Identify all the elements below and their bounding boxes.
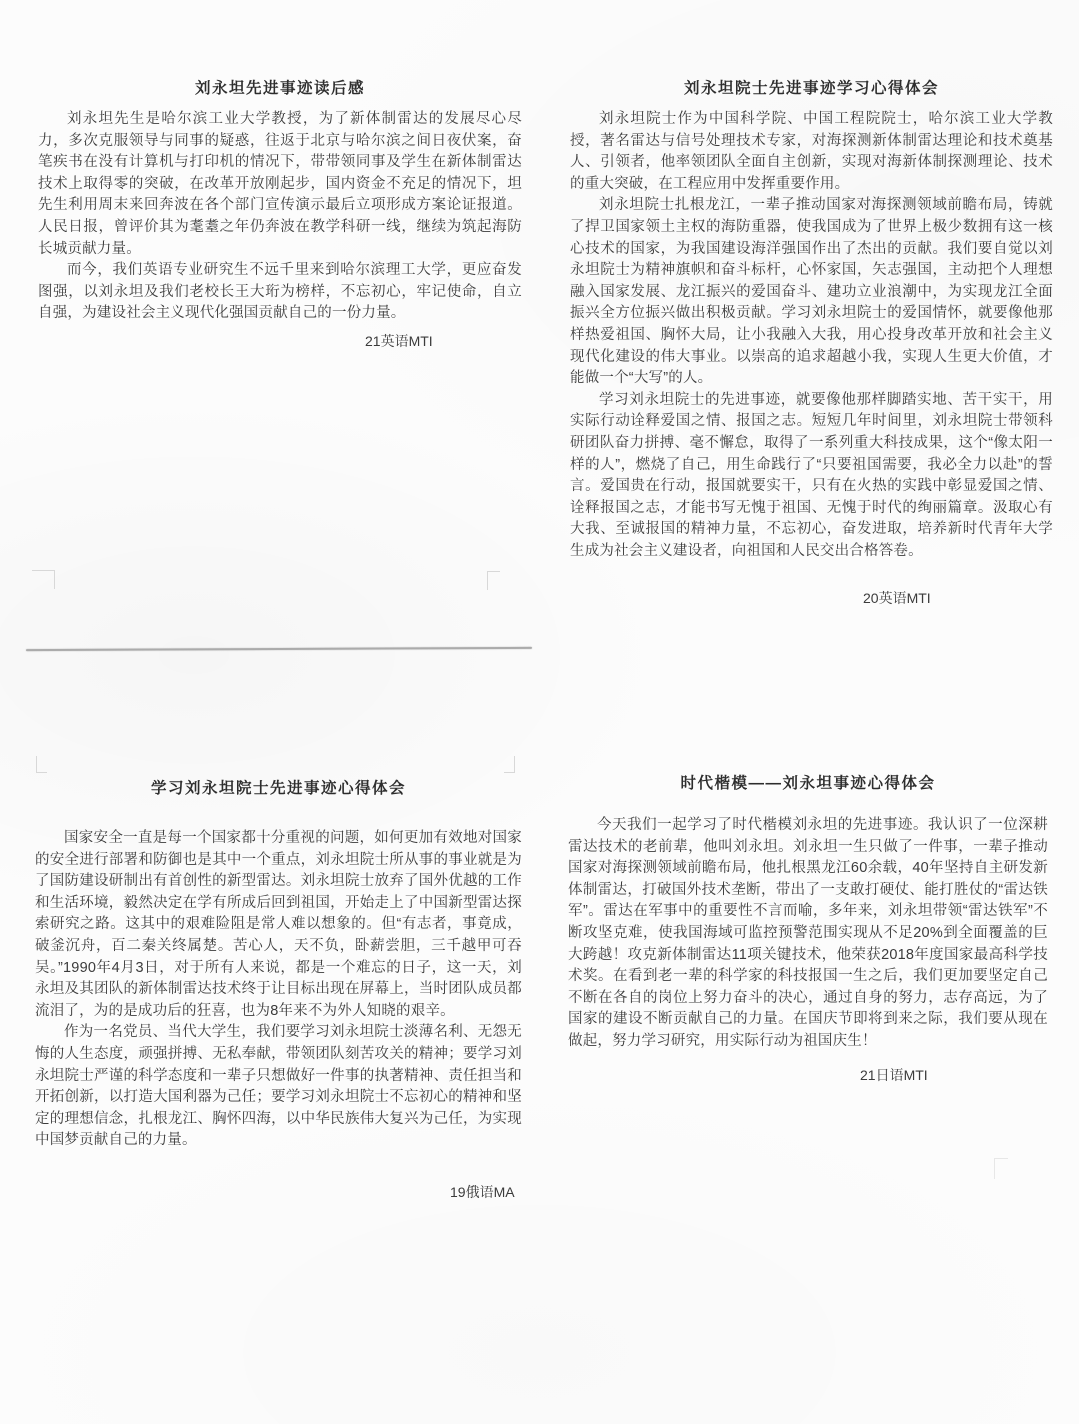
corner-mark: [32, 570, 55, 589]
essay-paragraph: 刘永坦先生是哈尔滨工业大学教授，为了新体制雷达的发展尽心尽力，多次克服领导与同事的疑惑，往返于北京与哈尔滨之间日夜伏案，奋笔疾书在没有计算机与打印机的情况下，带带领同事及学生在新体制雷达技术上取得零的突破，在改革开放刚起步，国内资金不充足的情况下，坦先生利用周末来回奔波在各个部门宣传演示最后立项形成方案论证报道。人民日报，曾评价其为耄耋之年仍奔波在教学科研一线，继续为筑起海防长城贡献力量。: [38, 111, 522, 257]
essay-paragraph: 国家安全一直是每一个国家都十分重视的问题，如何更加有效地对国家的安全进行部署和防御也是其中一个重点，刘永坦院士所从事的事业就是为了国防建设研制出有首创性的新型雷达。刘永坦院士放弃了国外优越的工作和生活环境，毅然决定在学有所成后回到祖国，开始走上了中国新型雷达探索研究之路。这其中的艰难险阻是常人难以想象的。但“有志者，事竟成，破釜沉舟，百二秦关终属楚。苦心人，天不负，卧薪尝胆，三千越甲可吞吴。”1990年4月3日，对于所有人来说，都是一个难忘的日子，这一天，刘永坦及其团队的新体制雷达技术终于让目标出现在屏幕上，当时团队成员都流泪了，为的是成功后的狂喜，也为8年来不为外人知晓的艰辛。: [35, 830, 522, 1019]
corner-mark: [994, 1158, 1008, 1179]
essay-paragraph: 作为一名党员、当代大学生，我们要学习刘永坦院士淡薄名利、无怨无悔的人生态度，顽强拼搏、无私奉献，带领团队刻苦攻关的精神；要学习刘永坦院士严谨的科学态度和一辈子只想做好一件事的执著精神、责任担当和开拓创新，以打造大国利器为己任；要学习刘永坦院士不忘初心的精神和坚定的理想信念，扎根龙江、胸怀四海，以中华民族伟大复兴为己任，为实现中国梦贡献自己的力量。: [35, 1024, 522, 1149]
essay-bottom-right: [568, 771, 1048, 1085]
essay-bottom-left: [35, 776, 522, 1202]
essay-paragraph: 学习刘永坦院士的先进事迹，就要像他那样脚踏实地、苦干实干，用实际行动诠释爱国之情、报国之志。短短几年时间里，刘永坦院士带领科研团队奋力拼搏、毫不懈怠，取得了一系列重大科技成果，这个“像太阳一样的人”，燃烧了自己，用生命践行了“只要祖国需要，我必全力以赴”的誓言。爱国贵在行动，报国就要实干，只有在火热的实践中彰显爱国之情、诠释报国之志，才能书写无愧于祖国、无愧于时代的绚丽篇章。汲取心有大我、至诚报国的精神力量，不忘初心，奋发进取，培养新时代青年大学生成为社会主义建设者，向祖国和人民交出合格答卷。: [570, 391, 1053, 559]
essay-paragraph: 刘永坦院士作为中国科学院、中国工程院院士，哈尔滨工业大学教授，著名雷达与信号处理技术专家，对海探测新体制雷达理论和技术奠基人、引领者，他率领团队全面自主创新，实现对海新体制探测理论、技术的重大突破，在工程应用中发挥重要作用。: [570, 111, 1053, 192]
essay-paragraph: 刘永坦院士扎根龙江，一辈子推动国家对海探测领域前瞻布局，铸就了捍卫国家领土主权的海防重器，使我国成为了世界上极少数拥有这一核心技术的国家，为我国建设海洋强国作出了杰出的贡献。我们要自觉以刘永坦院士为精神旗帜和奋斗标杆，心怀家国，矢志强国，主动把个人理想融入国家发展、龙江振兴的爱国奋斗、建功立业浪潮中，为实现龙江全面振兴全方位振兴做出积极贡献。学习刘永坦院士的爱国情怀，就要像他那样热爱祖国、胸怀大局，让小我融入大我，用心投身改革开放和社会主义现代化建设的伟大事业。以崇高的追求超越小我，实现人生更大价值，才能做一个“大写”的人。: [570, 197, 1053, 387]
essay-signature: 21英语MTI: [365, 332, 433, 349]
essay-signature: 19俄语MA: [450, 1183, 515, 1200]
corner-mark: [504, 756, 515, 773]
corner-mark: [487, 571, 500, 590]
corner-mark: [36, 756, 47, 773]
essay-top-right: [570, 76, 1053, 608]
essay-title: 学习刘永坦院士先进事迹心得体会: [150, 780, 406, 797]
essay-signature: 21日语MTI: [860, 1066, 928, 1083]
essay-title: 时代楷模——刘永坦事迹心得体会: [680, 775, 936, 792]
essay-signature: 20英语MTI: [863, 590, 931, 607]
essay-top-left: [38, 76, 522, 351]
essay-title: 刘永坦先进事迹读后感: [194, 80, 365, 97]
page-divider-line: [26, 647, 532, 651]
essay-paragraph: 而今，我们英语专业研究生不远千里来到哈尔滨理工大学，更应奋发图强，以刘永坦及我们老校长王大珩为榜样，不忘初心，牢记使命，自立自强，为建设社会主义现代化强国贡献自己的一份力量。: [38, 262, 522, 322]
essay-paragraph: 今天我们一起学习了时代楷模刘永坦的先进事迹。我认识了一位深耕雷达技术的老前辈，他叫刘永坦。刘永坦一生只做了一件事，一辈子推动国家对海探测领域前瞻布局，他扎根黑龙江60余载，40年坚持自主研发新体制雷达，打破国外技术垄断，带出了一支敢打硬仗、能打胜仗的“雷达铁军”。雷达在军事中的重要性不言而喻，多年来，刘永坦带领“雷达铁军”不断攻坚克难，使我国海域可监控预警范围实现从不足20%到全面覆盖的巨大跨越！攻克新体制雷达11项关键技术，他荣获2018年度国家最高科学技术奖。在看到老一辈的科学家的科技报国一生之后，我们更加要坚定自己不断在各自的岗位上努力奋斗的决心，通过自身的努力，志存高远，为了国家的建设不断贡献自己的力量。在国庆节即将到来之际，我们要从现在做起，努力学习研究，用实际行动为祖国庆生！: [568, 817, 1048, 1049]
essay-title: 刘永坦院士先进事迹学习心得体会: [683, 80, 939, 97]
